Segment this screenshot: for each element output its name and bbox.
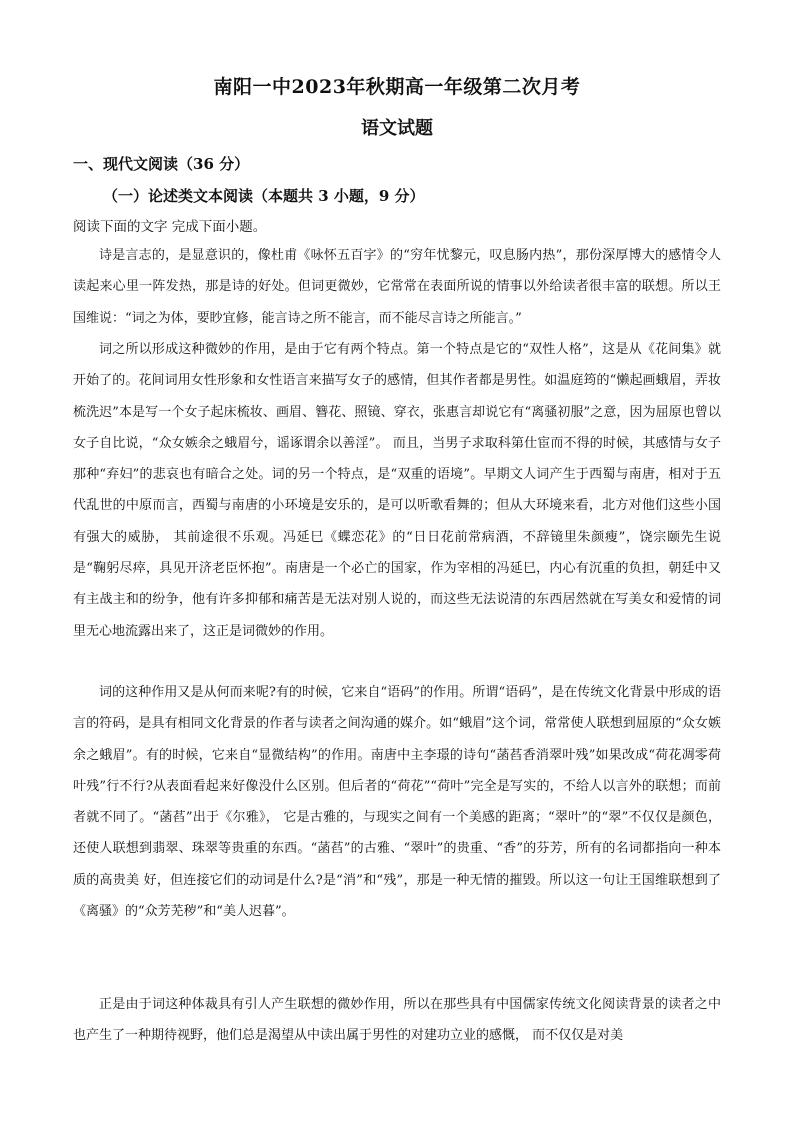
passage-paragraph-4: 正是由于词这种体裁具有引人产生联想的微妙作用，所以在那些具有中国儒家传统文化阅读背景的读者之中也产生了一种期待视野，他们总是渴望从中读出属于男性的对建功立业的感慨， 而不仅仅是对美: [73, 997, 721, 1044]
exam-title: 南阳一中2023年秋期高一年级第二次月考: [213, 76, 581, 98]
passage-paragraph-1: 诗是言志的，是显意识的，像杜甫《咏怀五百字》的“穷年忧黎元，叹息肠内热”，那份深厚博大的感情令人读起来心里一阵发热，那是诗的好处。但词更微妙，它常常在表面所说的情事以外给读者很丰富的联想。所以王国维说：“词之为体，要眇宜修，能言诗之所不能言，而不能尽言诗之所能言。”: [73, 248, 721, 326]
exam-subtitle: 语文试题: [361, 118, 433, 139]
passage-paragraph-2: 词之所以形成这种微妙的作用，是由于它有两个特点。第一个特点是它的“双性人格”，这是从《花间集》就开始了的。花间词用女性形象和女性语言来描写女子的感情，但其作者都是男性。如温庭筠的“懒起画蛾眉，弄妆梳洗迟”本是写一个女子起床梳妆、画眉、簪花、照镜、穿衣，张惠言却说它有“离骚初服”之意，因为屈原也曾以女子自比说，“众女嫉余之蛾眉兮，谣诼谓余以善淫”。 而且，当男子求取科第仕宦而不得的时候，其感情与女子那种“弃妇”的悲哀也有暗合之处。词的另一个特点，是“双重的语境”。早期文人词产生于西蜀与南唐，相对于五代乱世的中原而言，西蜀与南唐的小环境是安乐的，是可以听歌看舞的；但从大环境来看，北方对他们这些小国有强大的威胁， 其前途很不乐观。冯延巳《蝶恋花》的“日日花前常病酒，不辞镜里朱颜瘦”，饶宗颐先生说是“鞠躬尽瘁，具见开济老臣怀抱”。南唐是一个必亡的国家，作为宰相的冯延巳，内心有沉重的负担，朝廷中又有主战主和的纷争，他有许多抑郁和痛苦是无法对别人说的，而这些无法说清的东西居然就在写美女和爱情的词里无心地流露出来了，这正是词微妙的作用。: [73, 342, 721, 639]
reading-instruction: 阅读下面的文字 完成下面小题。: [73, 219, 267, 235]
passage-paragraph-3: 词的这种作用又是从何而来呢?有的时候，它来自“语码”的作用。所谓“语码”，是在传统文化背景中形成的语言的符码，是具有相同文化背景的作者与读者之间沟通的媒介。如“蛾眉”这个词，常常使人联想到屈原的“众女嫉余之蛾眉”。有的时候，它来自“显微结构”的作用。南唐中主李璟的诗句“菡萏香消翠叶残”如果改成“荷花凋零荷叶残”行不行?从表面看起来好像没什么区别。但后者的“荷花”“荷叶”完全是写实的，不给人以言外的联想；而前者就不同了。“菡萏”出于《尔雅》， 它是古雅的，与现实之间有一个美感的距离；“翠叶”的“翠”不仅仅是颜色，还使人联想到翡翠、珠翠等贵重的东西。“菡萏”的古雅、“翠叶”的贵重、“香”的芬芳，所有的名词都指向一种本质的高贵美 好，但连接它们的动词是什么?是“消”和“残”，那是一种无情的摧毁。所以这一句让王国维联想到了《离骚》的“众芳芜秽”和“美人迟暮”。: [73, 685, 721, 920]
subsection-heading: （一）论述类文本阅读（本题共 3 小题，9 分）: [103, 187, 425, 205]
section-heading: 一、现代文阅读（36 分）: [73, 155, 250, 173]
